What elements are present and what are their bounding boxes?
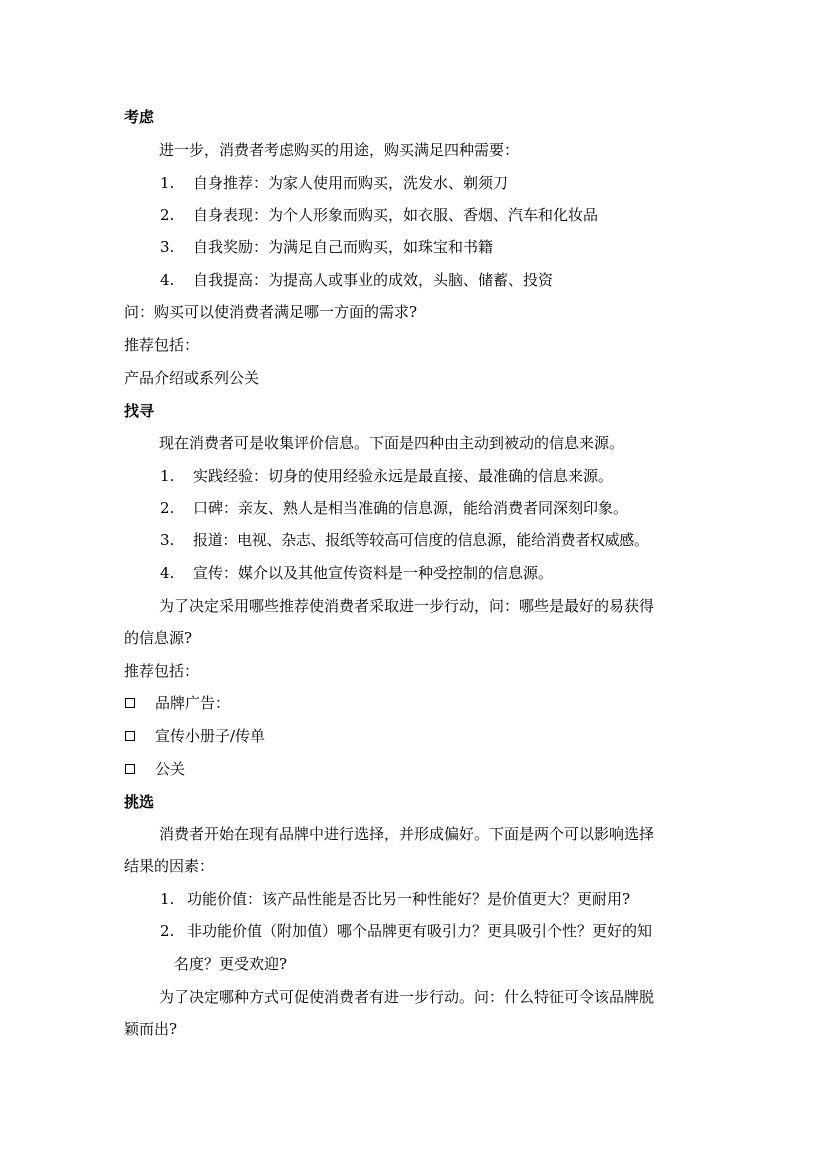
- checkbox-bullet-icon: [125, 698, 135, 708]
- checkbox-bullet-icon: [125, 731, 135, 741]
- recommend-text: 产品介绍或系列公关: [124, 369, 260, 387]
- section-intro: 现在消费者可是收集评价信息。下面是四种由主动到被动的信息来源。: [159, 434, 625, 452]
- list-item: 报道：电视、杂志、报纸等较高可信度的信息源，能给消费者权威感。: [193, 531, 649, 549]
- list-number: 4.: [160, 271, 175, 289]
- list-item-continuation: 名度？更受欢迎?: [174, 955, 288, 973]
- list-number: 1.: [160, 174, 175, 192]
- paragraph-line: 为了决定哪种方式可促使消费者有进一步行动。问：什么特征可令该品牌脱: [159, 988, 655, 1006]
- list-number: 1.: [160, 467, 175, 485]
- list-item: 非功能价值（附加值）哪个品牌更有吸引力？更具吸引个性？更好的知: [187, 922, 653, 940]
- list-item: 实践经验：切身的使用经验永远是最直接、最准确的信息来源。: [193, 467, 614, 485]
- list-item: 自我奖励：为满足自己而购买，如珠宝和书籍: [193, 238, 494, 256]
- list-item: 自身表现：为个人形象而购买，如衣服、香烟、汽车和化妆品: [193, 206, 599, 224]
- list-number: 4.: [160, 564, 175, 582]
- paragraph-line: 颖而出?: [124, 1020, 178, 1038]
- list-item: 自身推荐：为家人使用而购买，洗发水、剃须刀: [193, 174, 509, 192]
- section-heading-consider: 考虑: [124, 108, 155, 126]
- list-number: 2.: [160, 206, 175, 224]
- list-number: 2.: [160, 922, 175, 940]
- list-item: 宣传：媒介以及其他宣传资料是一种受控制的信息源。: [193, 564, 554, 582]
- checkbox-bullet-icon: [125, 764, 135, 774]
- paragraph-line: 的信息源?: [124, 629, 193, 647]
- list-number: 3.: [160, 531, 175, 549]
- section-intro: 进一步，消费者考虑购买的用途，购买满足四种需要：: [159, 141, 520, 159]
- paragraph-line: 结果的因素：: [124, 857, 215, 875]
- question-text: 问：购买可以使消费者满足哪一方面的需求?: [124, 303, 418, 321]
- section-heading-search: 找寻: [124, 402, 155, 420]
- list-item: 口碑：亲友、熟人是相当准确的信息源，能给消费者同深刻印象。: [193, 499, 629, 517]
- list-number: 3.: [160, 238, 175, 256]
- bullet-item: 品牌广告：: [155, 694, 231, 712]
- list-number: 2.: [160, 499, 175, 517]
- section-heading-select: 挑选: [124, 793, 155, 811]
- list-item: 自我提高：为提高人或事业的成效，头脑、储蓄、投资: [193, 271, 554, 289]
- list-number: 1.: [160, 890, 175, 908]
- bullet-item: 公关: [155, 760, 186, 778]
- recommend-label: 推荐包括：: [124, 336, 200, 354]
- bullet-item: 宣传小册子/传单: [155, 727, 266, 745]
- paragraph-line: 消费者开始在现有品牌中进行选择，并形成偏好。下面是两个可以影响选择: [159, 825, 655, 843]
- recommend-label: 推荐包括：: [124, 662, 200, 680]
- paragraph-line: 为了决定采用哪些推荐使消费者采取进一步行动，问：哪些是最好的易获得: [159, 597, 655, 615]
- list-item: 功能价值：该产品性能是否比另一种性能好？是价值更大？更耐用?: [187, 890, 631, 908]
